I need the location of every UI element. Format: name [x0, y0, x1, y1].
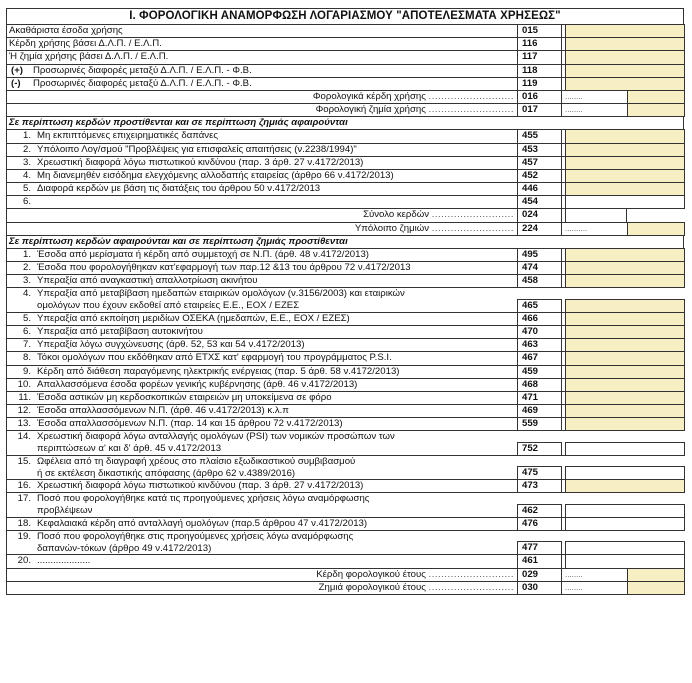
field-code: 752 — [517, 442, 562, 456]
row-number: 3. — [22, 156, 31, 168]
dot-leader: .......................... — [431, 209, 514, 221]
amount-field[interactable] — [565, 24, 685, 38]
row-number: 2. — [22, 143, 31, 155]
total-label-text: Φορολογικά κέρδη χρήσης — [312, 90, 429, 102]
total-row — [6, 223, 684, 236]
field-code: 457 — [517, 156, 562, 170]
row-number: 14. — [17, 431, 31, 443]
form-row — [6, 288, 684, 312]
row-label: Διαφορά κερδών με βάση τις διατάξεις του άρθρου 50 ν.4172/2013 — [37, 183, 321, 195]
amount-field[interactable] — [627, 103, 685, 117]
field-code: 116 — [517, 37, 562, 51]
row-number: 6. — [22, 196, 31, 208]
small-dot-leader: .......... — [565, 223, 588, 233]
row-number: 20. — [17, 555, 31, 567]
section-heading: Σε περίπτωση κερδών προστίθενται και σε περίπτωση ζημιάς αφαιρούνται — [6, 117, 684, 130]
amount-field[interactable] — [565, 325, 685, 339]
row-label: Υπεραξία λόγω συγχώνευσης (άρθ. 52, 53 και 54 ν.4172/2013) — [37, 339, 305, 351]
row-label: Υπεραξία από εκποίηση μεριδίων ΟΣΕΚΑ (ημεδαπών, Ε.Ε., ΕΟΧ / ΕΖΕΣ) — [37, 312, 350, 324]
total-row — [6, 569, 684, 582]
row-label-continued: ή σε εκτέλεση δικαστικής απόφασης (άρθρο 62 ν.4389/2016) — [37, 467, 296, 479]
row-number: 5. — [22, 183, 31, 195]
field-code: 458 — [517, 274, 562, 288]
field-code: 454 — [517, 195, 562, 209]
amount-field[interactable] — [627, 568, 685, 582]
row-label: Ποσό που φορολογήθηκε κατά τις προηγούμενες χρήσεις λόγω αναμόρφωσης — [37, 493, 370, 505]
row-label: Κέρδη χρήσης βάσει Δ.Λ.Π. / Ε.Λ.Π. — [9, 38, 162, 50]
row-label: Έσοδα αστικών μη κερδοσκοπικών εταιρειών μη υποκείμενα σε φόρο — [37, 391, 332, 403]
row-label: .................... — [37, 555, 91, 567]
row-number: 17. — [17, 493, 31, 505]
dot-leader: ........................... — [428, 104, 514, 116]
row-number: 3. — [22, 275, 31, 287]
amount-field[interactable] — [565, 338, 685, 352]
field-code: 453 — [517, 143, 562, 157]
total-label — [363, 209, 514, 221]
amount-field[interactable] — [565, 143, 685, 157]
amount-field[interactable] — [565, 208, 627, 222]
row-label: Προσωρινές διαφορές μεταξύ Δ.Λ.Π. / Ε.Λ.Π. - Φ.Β. — [33, 64, 252, 76]
field-code: 473 — [517, 479, 562, 493]
field-code: 015 — [517, 24, 562, 38]
field-code: 117 — [517, 50, 562, 64]
form-row — [6, 78, 684, 91]
amount-field[interactable] — [565, 156, 685, 170]
row-number: 12. — [17, 405, 31, 417]
field-code: 469 — [517, 404, 562, 418]
total-row — [6, 104, 684, 117]
field-code: 559 — [517, 417, 562, 431]
total-label — [319, 582, 514, 594]
amount-field[interactable] — [565, 299, 685, 313]
row-label-continued: ομολόγων που έχουν εκδοθεί από εταιρείες Ε.Ε., ΕΟΧ / ΕΖΕΣ — [37, 300, 300, 312]
field-code: 468 — [517, 378, 562, 392]
row-number: 1. — [22, 248, 31, 260]
field-code: 118 — [517, 64, 562, 78]
total-label-text: Σύνολο κερδών — [363, 209, 432, 221]
field-code: 030 — [517, 581, 562, 595]
total-label — [313, 91, 514, 103]
amount-field[interactable] — [565, 517, 685, 531]
field-code: 477 — [517, 541, 562, 555]
field-code: 461 — [517, 554, 562, 568]
row-label-continued: δαπανών-τόκων (άρθρο 49 ν.4172/2013) — [37, 543, 212, 554]
amount-field[interactable] — [565, 64, 685, 78]
form-row — [6, 431, 684, 455]
field-code: 462 — [517, 504, 562, 518]
total-row — [6, 91, 684, 104]
field-code: 119 — [517, 77, 562, 91]
amount-field[interactable] — [565, 479, 685, 493]
section-heading: Σε περίπτωση κερδών αφαιρούνται και σε περίπτωση ζημιάς προστίθενται — [6, 236, 684, 249]
row-number: 9. — [22, 365, 31, 377]
form-row — [6, 480, 684, 493]
field-code: 452 — [517, 169, 562, 183]
field-code: 224 — [517, 222, 562, 236]
amount-field[interactable] — [565, 378, 685, 392]
small-dot-leader: ........ — [565, 569, 583, 579]
field-code: 455 — [517, 129, 562, 143]
tax-reform-form — [6, 8, 684, 595]
row-number: 11. — [18, 391, 31, 403]
small-dot-leader: ........ — [565, 582, 583, 592]
row-label: Κεφαλαιακά κέρδη από ανταλλαγή ομολόγων (παρ.5 άρθρου 47 ν.4172/2013) — [37, 517, 368, 529]
dot-leader: ........................... — [428, 90, 514, 102]
row-label: Απαλλασσόμενα έσοδα φορέων γενικής κυβέρνησης (άρθ. 46 ν.4172/2013) — [37, 378, 358, 390]
total-label-text: Υπόλοιπο ζημιών — [354, 222, 432, 234]
row-number: 19. — [17, 531, 31, 542]
row-number: 2. — [22, 262, 31, 273]
form-title: I. ΦΟΡΟΛΟΓΙΚΗ ΑΝΑΜΟΡΦΩΣΗ ΛΟΓΑΡΙΑΣΜΟΥ "ΑΠΟΤΕΛΕΣΜΑΤΑ ΧΡΗΣΕΩΣ" — [6, 8, 684, 25]
total-label — [316, 569, 514, 581]
row-label: Ωφέλεια από τη διαγραφή χρέους στο πλαίσιο εξωδικαστικού συμβιβασμού — [37, 455, 356, 467]
amount-field[interactable] — [565, 466, 685, 480]
amount-field[interactable] — [565, 261, 685, 275]
row-label-continued: περιπτώσεων α' και δ' άρθ. 45 ν.4172/2013 — [37, 443, 222, 455]
total-row — [6, 582, 684, 595]
row-label: Υπεραξία από μεταβίβαση ημεδαπών εταιρικών ομολόγων (ν.3156/2003) και εταιρικών — [37, 288, 405, 300]
small-dot-leader: ........ — [565, 105, 583, 115]
dot-leader: ........................... — [428, 568, 514, 580]
sign-label: (-) — [11, 77, 21, 89]
row-number: 4. — [22, 288, 31, 300]
form-row — [6, 456, 684, 480]
field-code: 474 — [517, 261, 562, 275]
row-number: 6. — [22, 325, 31, 337]
row-label: Έσοδα απαλλασσόμενων Ν.Π. (άρθ. 46 ν.4172/2013) κ.λ.π — [37, 405, 289, 417]
row-number: 16. — [17, 480, 31, 492]
total-label-text: Ζημιά φορολογικού έτους — [318, 581, 429, 593]
amount-field[interactable] — [565, 129, 685, 143]
field-code: 495 — [517, 248, 562, 262]
total-label-text: Κέρδη φορολογικού έτους — [316, 568, 429, 580]
row-label: Υπεραξία από μεταβίβαση αυτοκινήτου — [37, 325, 203, 337]
amount-field[interactable] — [565, 50, 685, 64]
row-number: 8. — [22, 352, 31, 364]
row-number: 13. — [17, 418, 31, 430]
field-code: 467 — [517, 351, 562, 365]
amount-field[interactable] — [565, 312, 685, 326]
total-row — [6, 209, 684, 222]
row-number: 10. — [17, 378, 31, 390]
row-number: 15. — [17, 455, 31, 467]
row-label: Μη διανεμηθέν εισόδημα ελεγχόμενης αλλοδαπής εταιρείας (άρθρο 66 ν.4172/2013) — [37, 169, 394, 181]
row-label: Υπεραξία από αναγκαστική απαλλοτρίωση ακινήτου — [37, 275, 258, 287]
field-code: 016 — [517, 90, 562, 104]
form-row — [6, 275, 684, 288]
row-label: Μη εκπιπτόμενες επιχειρηματικές δαπάνες — [37, 130, 218, 142]
field-code: 476 — [517, 517, 562, 531]
form-row — [6, 555, 684, 568]
amount-field[interactable] — [565, 182, 685, 196]
field-code: 446 — [517, 182, 562, 196]
amount-field[interactable] — [565, 77, 685, 91]
amount-field[interactable] — [565, 365, 685, 379]
form-row — [6, 518, 684, 531]
amount-field[interactable] — [565, 404, 685, 418]
field-code: 466 — [517, 312, 562, 326]
form-rows — [6, 25, 684, 595]
row-label: Έσοδα που φορολογήθηκαν κατ'εφαρμογή των παρ.12 &13 του άρθρου 72 ν.4172/2013 — [37, 262, 411, 273]
amount-field[interactable] — [627, 90, 685, 104]
row-number: 7. — [22, 339, 31, 351]
row-label: Υπόλοιπο Λογ/σμού "Προβλέψεις για επισφαλείς απαιτήσεις (ν.2238/1994)" — [37, 143, 357, 155]
field-code: 475 — [517, 466, 562, 480]
row-number: 4. — [22, 169, 31, 181]
field-code: 459 — [517, 365, 562, 379]
amount-field[interactable] — [565, 541, 685, 555]
field-code: 024 — [517, 208, 562, 222]
row-number: 5. — [22, 312, 31, 324]
row-label: Χρεωστική διαφορά λόγω πιστωτικού κινδύνου (παρ. 3 άρθ. 27 ν.4172/2013) — [37, 480, 364, 492]
field-code: 029 — [517, 568, 562, 582]
amount-field[interactable] — [565, 391, 685, 405]
row-label: Τόκοι ομολόγων που εκδόθηκαν από ΕΤΧΣ κατ' εφαρμογή του προγράμματος P.S.I. — [37, 352, 392, 364]
row-label: Έσοδα απαλλασσόμενων Ν.Π. (παρ. 14 και 15 άρθρου 72 ν.4172/2013) — [37, 418, 343, 430]
dot-leader: ........................... — [428, 581, 514, 593]
amount-field[interactable] — [565, 169, 685, 183]
row-label: Ποσό που φορολογήθηκε στις προηγούμενες χρήσεις λόγω αναμόρφωσης — [37, 531, 354, 542]
field-code: 470 — [517, 325, 562, 339]
row-label: Έσοδα από μερίσματα ή κέρδη από συμμετοχή σε Ν.Π. (άρθ. 48 ν.4172/2013) — [37, 248, 369, 260]
row-number: 1. — [22, 130, 31, 142]
row-label: Προσωρινές διαφορές μεταξύ Δ.Λ.Π. / Ε.Λ.Π. - Φ.Β. — [33, 77, 252, 89]
row-label: Ακαθάριστα έσοδα χρήσης — [9, 25, 123, 36]
sign-label: (+) — [11, 64, 23, 76]
amount-field[interactable] — [565, 195, 685, 209]
amount-field[interactable] — [565, 37, 685, 51]
field-code: 465 — [517, 299, 562, 313]
amount-field[interactable] — [565, 248, 685, 262]
row-label-continued: προβλέψεων — [37, 505, 93, 517]
form-row — [6, 531, 684, 555]
field-code: 471 — [517, 391, 562, 405]
total-label-text: Φορολογική ζημία χρήσης — [315, 104, 429, 116]
row-label: Κέρδη από διάθεση παραγόμενης ηλεκτρικής ενέργειας (παρ. 5 άρθ. 58 ν.4172/2013) — [37, 365, 400, 377]
dot-leader: .......................... — [431, 222, 514, 234]
total-label — [355, 223, 514, 235]
amount-field[interactable] — [565, 554, 685, 568]
small-dot-leader: ........ — [565, 91, 583, 101]
row-number: 18. — [17, 517, 31, 529]
amount-field[interactable] — [565, 442, 685, 456]
form-row — [6, 493, 684, 517]
field-code: 017 — [517, 103, 562, 117]
amount-field[interactable] — [565, 274, 685, 288]
amount-field[interactable] — [565, 351, 685, 365]
amount-field[interactable] — [627, 581, 685, 595]
row-label: Χρεωστική διαφορά λόγω πιστωτικού κινδύνου (παρ. 3 άρθ. 27 ν.4172/2013) — [37, 156, 364, 168]
amount-field[interactable] — [627, 222, 685, 236]
field-code: 463 — [517, 338, 562, 352]
amount-field[interactable] — [565, 417, 685, 431]
row-label: Χρεωστική διαφορά λόγω ανταλλαγής ομολόγων (PSI) των νομικών προσώπων των — [37, 431, 395, 443]
total-label — [316, 104, 514, 116]
form-row — [6, 418, 684, 431]
amount-field[interactable] — [565, 504, 685, 518]
row-label: Ή ζημία χρήσης βάσει Δ.Λ.Π. / Ε.Λ.Π. — [9, 51, 169, 63]
